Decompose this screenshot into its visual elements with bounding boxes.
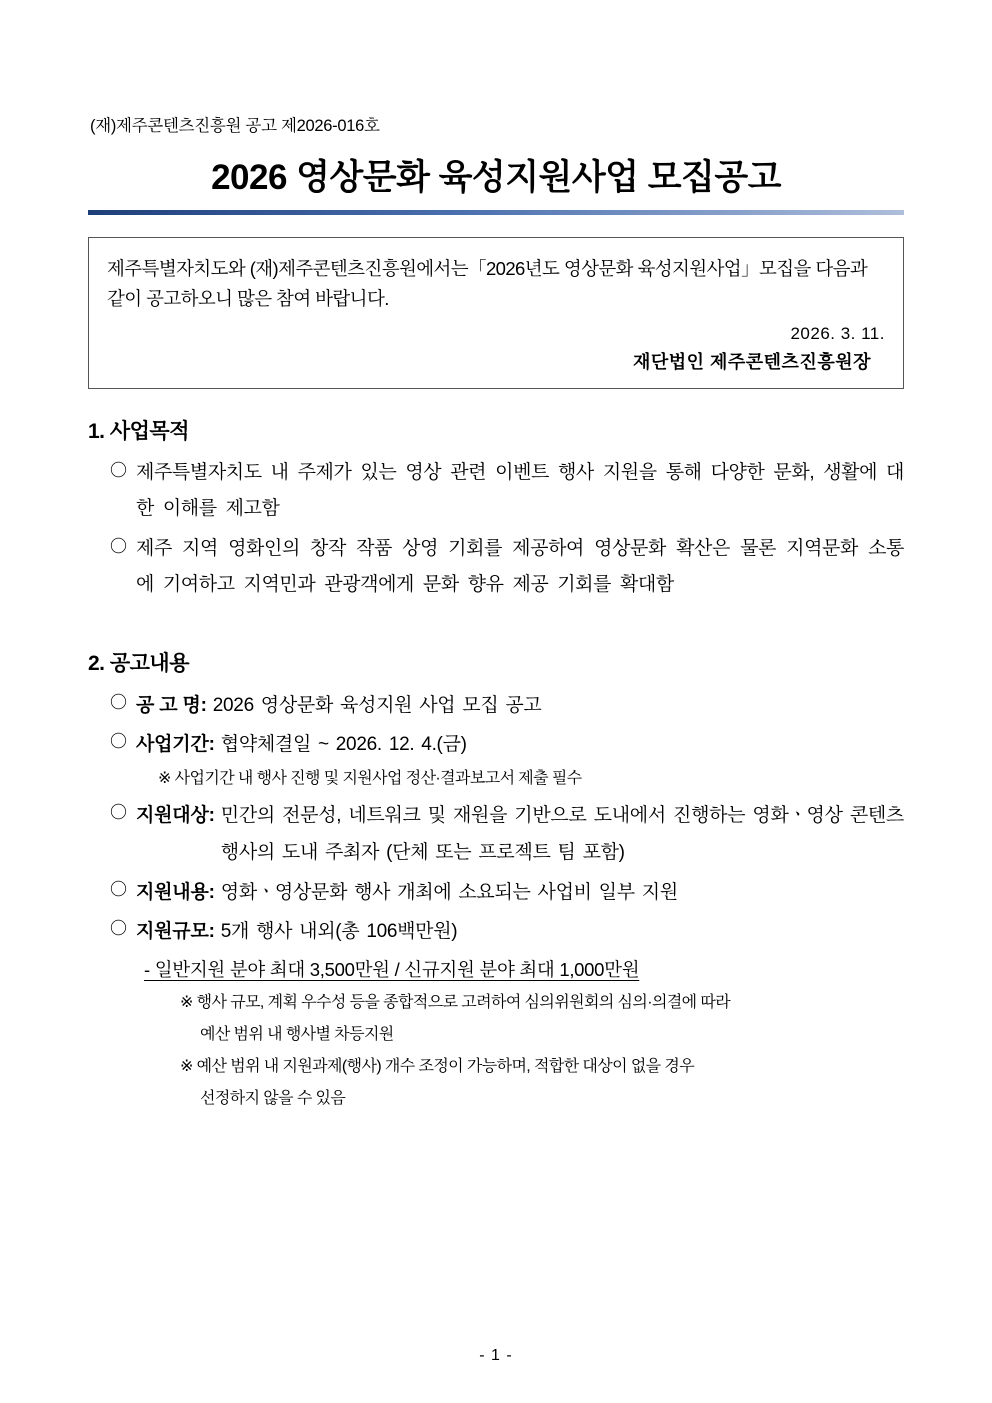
list-item [88,455,904,527]
note-text-continued: 예산 범위 내 행사별 차등지원 [200,1025,394,1043]
list-item-text: 제주 지역 영화인의 창작 작품 상영 기회를 제공하여 영상문화 확산은 물론 지역문화 소통에 기여하고 지역민과 관광객에게 문화 향유 제공 기회를 확대함 [136,538,904,596]
note-text: ※ 행사 규모, 계획 우수성 등을 종합적으로 고려하여 심의위원회의 심의·의결에 따라 [180,993,731,1011]
field-value: 영화ㆍ영상문화 행사 개최에 소요되는 사업비 일부 지원 [220,881,678,903]
list-item [88,687,904,724]
field-separator: : [208,881,215,903]
field-separator: : [208,805,215,827]
notice-box [88,237,904,389]
field-label: 지원내용 [136,881,209,903]
note-text-continued: 선정하지 않을 수 있음 [200,1089,346,1107]
sub-list-item [88,952,904,987]
field-value: 2026 영상문화 육성지원 사업 모집 공고 [212,695,542,717]
bullet-icon: 〇 [110,537,127,557]
field-label: 공 고 명 [136,695,201,717]
section-heading-content: 2. 공고내용 [88,652,189,676]
list-item [88,531,904,603]
field-label: 사업기간 [136,734,209,756]
bullet-icon: 〇 [110,693,127,713]
field-label: 지원규모 [136,920,209,942]
note-text: ※ 사업기간 내 행사 진행 및 지원사업 정산·결과보고서 제출 필수 [158,770,582,788]
page-title: 2026 영상문화 육성지원사업 모집공고 [211,158,781,197]
document-number: (재)제주콘텐츠진흥원 공고 제2026-016호 [90,117,380,135]
notice-body: 제주특별자치도와 (재)제주콘텐츠진흥원에서는「2026년도 영상문화 육성지원사업」모집을 다음과 같이 공고하오니 많은 참여 바랍니다. [107,258,868,309]
notice-signer: 재단법인 제주콘텐츠진흥원장 [632,351,871,372]
field-label: 지원대상 [136,805,209,827]
field-separator: : [200,695,207,717]
title-divider [88,210,904,215]
page-number: - 1 - [479,1347,513,1364]
notice-date: 2026. 3. 11. [790,323,885,343]
list-item [88,913,904,950]
section-heading-purpose: 1. 사업목적 [88,419,189,443]
bullet-icon: 〇 [110,732,127,752]
field-separator: : [208,734,215,756]
list-item [88,874,904,911]
list-item-text: 제주특별자치도 내 주제가 있는 영상 관련 이벤트 행사 지원을 통해 다양한 문화, 생활에 대한 이해를 제고함 [136,461,904,520]
bullet-icon: 〇 [110,803,127,823]
field-value: 5개 행사 내외(총 106백만원) [220,920,458,942]
sub-list-item-text: - 일반지원 분야 최대 3,500만원 / 신규지원 분야 최대 1,000만원 [144,958,640,980]
field-value: 협약체결일 ~ 2026. 12. 4.(금) [220,734,467,756]
note-text: ※ 예산 범위 내 지원과제(행사) 개수 조정이 가능하며, 적합한 대상이 없을 경우 [180,1057,695,1075]
list-item [88,726,904,763]
bullet-icon: 〇 [110,460,127,480]
field-value: 민간의 전문성, 네트워크 및 재원을 기반으로 도내에서 진행하는 영화ㆍ영상 콘텐츠 행사의 도내 주최자 (단체 또는 프로젝트 팀 포함) [220,805,904,864]
bullet-icon: 〇 [110,879,127,899]
bullet-icon: 〇 [110,918,127,938]
list-item [88,797,904,871]
field-separator: : [208,920,215,942]
